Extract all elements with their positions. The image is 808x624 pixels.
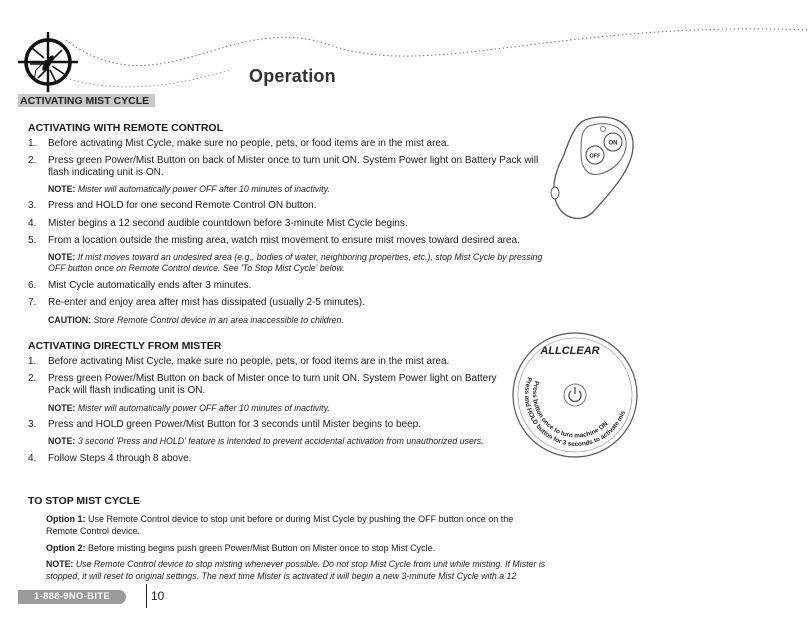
caution-label: CAUTION: bbox=[48, 315, 92, 325]
step-text: Mist Cycle automatically ends after 3 minutes. bbox=[48, 280, 252, 291]
mister-step-4 bbox=[28, 453, 508, 465]
page-title: Operation bbox=[249, 66, 336, 86]
mister-step-3 bbox=[28, 419, 508, 431]
step-text: Follow Steps 4 through 8 above. bbox=[48, 453, 192, 464]
remote-note-1 bbox=[48, 184, 330, 195]
step-text: From a location outside the misting area, watch mist movement to ensure mist moves toward desired area. bbox=[48, 235, 520, 246]
step-number: 6. bbox=[28, 280, 37, 291]
note-label: NOTE: bbox=[48, 403, 76, 413]
remote-off-label: OFF bbox=[589, 153, 601, 160]
step-number: 1. bbox=[28, 138, 37, 149]
remote-control-device bbox=[545, 112, 645, 227]
step-number: 2. bbox=[28, 373, 37, 384]
brand-logo: ALLCLEAR bbox=[540, 345, 600, 357]
step-text: Mister begins a 12 second audible countdown before 3-minute Mist Cycle begins. bbox=[48, 218, 408, 229]
remote-step-2 bbox=[28, 155, 548, 179]
option-label: Option 1: bbox=[46, 514, 86, 524]
remote-step-5 bbox=[28, 235, 548, 247]
step-text: Before activating Mist Cycle, make sure no people, pets, or food items are in the mist area. bbox=[48, 356, 450, 367]
stop-option-1 bbox=[46, 513, 546, 537]
step-number: 4. bbox=[28, 453, 37, 464]
stop-note bbox=[46, 558, 546, 582]
option-text: Before misting begins push green Power/Mist Button on Mister once to stop Mist Cycle. bbox=[88, 543, 436, 553]
step-number: 7. bbox=[28, 297, 37, 308]
section-band-label: ACTIVATING MIST CYCLE bbox=[20, 95, 150, 107]
step-text: Press green Power/Mist Button on back of Mister once to turn unit ON. System Power light on Battery Pack will flash indicating unit is ON. bbox=[48, 155, 539, 178]
remote-step-7 bbox=[28, 297, 548, 309]
option-label: Option 2: bbox=[46, 543, 86, 553]
caution-text: Store Remote Control device in an area inaccessible to children. bbox=[93, 315, 344, 325]
step-number: 5. bbox=[28, 235, 37, 246]
note-label: NOTE: bbox=[48, 252, 76, 262]
note-label: NOTE: bbox=[48, 184, 76, 194]
mister-step-1 bbox=[28, 356, 508, 368]
mister-step-2 bbox=[28, 373, 508, 397]
stop-option-2 bbox=[46, 542, 546, 554]
remote-note-2 bbox=[48, 252, 548, 274]
step-text: Press and HOLD green Power/Mist Button for 3 seconds until Mister begins to beep. bbox=[48, 419, 421, 430]
disc-instruction-1: Press button once to turn machine ON bbox=[530, 379, 610, 440]
step-text: Press green Power/Mist Button on back of Mister once to turn unit ON. System Power light on Battery Pack will flash indicating unit is ON. bbox=[48, 373, 497, 396]
remote-on-label: ON bbox=[608, 140, 618, 147]
step-number: 1. bbox=[28, 356, 37, 367]
note-label: NOTE: bbox=[46, 559, 74, 569]
step-number: 2. bbox=[28, 155, 37, 166]
remote-step-4 bbox=[28, 218, 548, 230]
page-number: 10 bbox=[151, 589, 165, 603]
note-text: If mist moves toward an undesired area (e.g., bodies of water, neighboring properties, etc.), stop Mist Cycle by pressing OFF button once on Remote Control device. See 'To Stop Mist Cycle' below. bbox=[48, 252, 543, 273]
mister-note-2 bbox=[48, 436, 484, 447]
remote-heading: ACTIVATING WITH REMOTE CONTROL bbox=[28, 122, 224, 134]
step-text: Press and HOLD for one second Remote Control ON button. bbox=[48, 200, 317, 211]
remote-step-1 bbox=[28, 138, 548, 150]
remote-caution bbox=[48, 315, 344, 326]
step-number: 3. bbox=[28, 419, 37, 430]
mister-note-1 bbox=[48, 403, 330, 414]
step-text: Before activating Mist Cycle, make sure no people, pets, or food items are in the mist area. bbox=[48, 138, 450, 149]
phone-number: 1-888-9NO-BITE bbox=[34, 591, 110, 602]
mister-heading: ACTIVATING DIRECTLY FROM MISTER bbox=[28, 340, 222, 352]
note-text: 3 second 'Press and HOLD' feature is intended to prevent accidental activation from unauthorized users. bbox=[77, 436, 484, 446]
disc-instruction-2: Press and HOLD button for 3 seconds to activate mis bbox=[522, 376, 627, 449]
remote-step-6 bbox=[28, 280, 548, 292]
mister-button-disc bbox=[510, 330, 640, 460]
page-divider bbox=[146, 584, 147, 608]
step-number: 4. bbox=[28, 218, 37, 229]
note-text: Mister will automatically power OFF after 10 minutes of inactivity. bbox=[77, 403, 330, 413]
step-number: 3. bbox=[28, 200, 37, 211]
stop-heading: TO STOP MIST CYCLE bbox=[28, 495, 141, 507]
mosquito-crosshair-icon bbox=[16, 30, 80, 94]
step-text: Re-enter and enjoy area after mist has dissipated (usually 2-5 minutes). bbox=[48, 297, 365, 308]
remote-step-3 bbox=[28, 200, 548, 212]
note-text: Mister will automatically power OFF after 10 minutes of inactivity. bbox=[77, 184, 330, 194]
note-text: Use Remote Control device to stop misting whenever possible. Do not stop Mist Cycle from unit while misting. If Mister is stopped, it will reset to original settings. The next time Mister is activated it will begin a new 3-minute Mist Cycle with a 12 bbox=[46, 559, 546, 581]
note-label: NOTE: bbox=[48, 436, 76, 446]
option-text: Use Remote Control device to stop unit before or during Mist Cycle by pushing the OFF button once on the Remote Control device. bbox=[46, 514, 514, 536]
